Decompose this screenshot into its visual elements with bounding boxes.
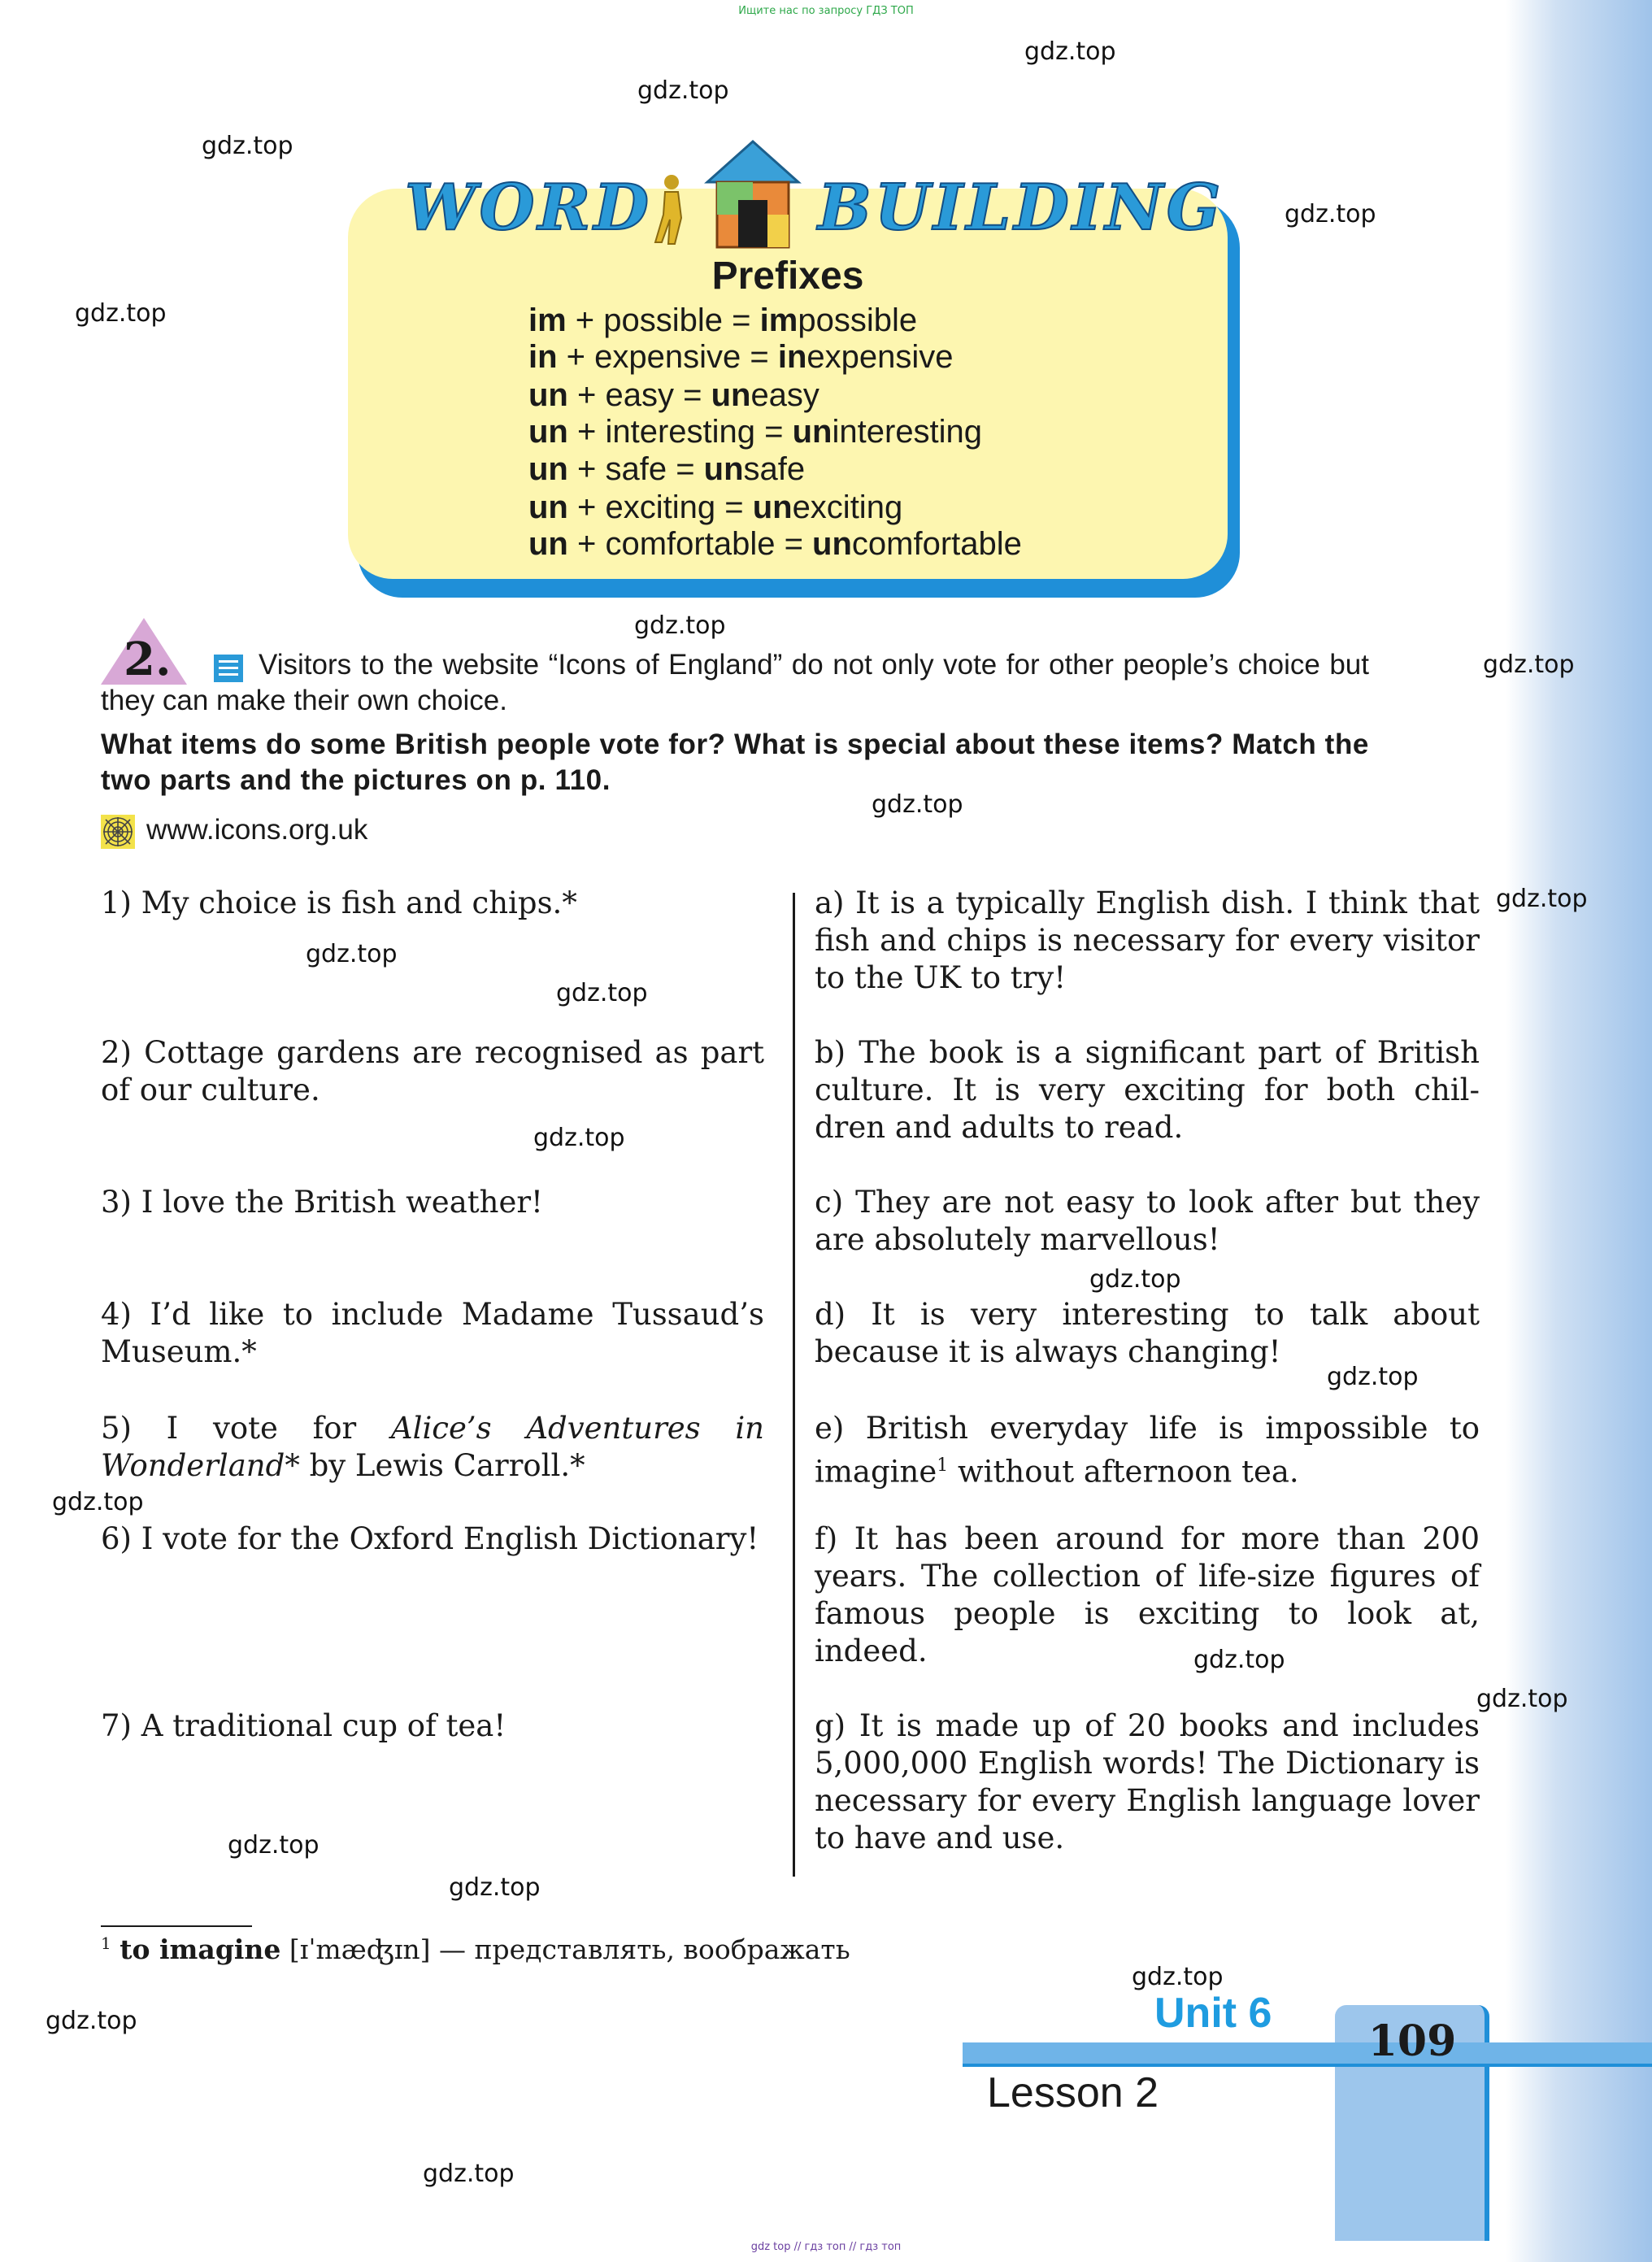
puzzle-house-icon xyxy=(704,138,802,252)
right-item-d: d) It is very interesting to talk about because it is always changing! xyxy=(815,1297,1480,1369)
lesson-bar-line xyxy=(963,2064,1652,2067)
footnote-rule xyxy=(101,1925,252,1927)
prefix-row: un + interesting = uninteresting xyxy=(528,414,983,450)
prefix-row: in + expensive = inexpensive xyxy=(528,339,954,375)
right-item-c: c) They are not easy to look after but they are absolutely marvellous! xyxy=(815,1185,1480,1257)
right-item-b: b) The book is a significant part of British culture. It is very exciting for both chil-dren and adults to read. xyxy=(815,1035,1480,1145)
word-building-title-building: BUILDING xyxy=(818,171,1224,245)
website-spider-web-icon xyxy=(101,815,135,849)
website-url: www.icons.org.uk xyxy=(146,814,368,846)
watermark: gdz.top xyxy=(228,1831,320,1860)
watermark: gdz.top xyxy=(46,2007,137,2035)
watermark: gdz.top xyxy=(1496,885,1588,913)
left-item-3: 3) I love the British weather! xyxy=(101,1185,543,1220)
bottom-note: gdz top // гдз топ // гдз топ xyxy=(750,2241,902,2253)
watermark: gdz.top xyxy=(637,76,729,105)
left-item-7: 7) A traditional cup of tea! xyxy=(101,1708,506,1743)
prefix-row: un + easy = uneasy xyxy=(528,377,819,413)
unit-label: Unit 6 xyxy=(1154,1990,1272,2037)
left-item-4: 4) I’d like to include Madame Tussaud’s Museum.* xyxy=(101,1297,764,1369)
right-item-a: a) It is a typically English dish. I think that fish and chips is necessary for every visitor to the UK to try! xyxy=(815,885,1480,995)
right-item-f: f) It has been around for more than 200 years. The collection of life-size figures of famous people is exciting to look at, indeed. xyxy=(815,1521,1480,1668)
left-item-2: 2) Cottage gardens are recognised as part of our culture. xyxy=(101,1035,764,1107)
lesson-bar xyxy=(963,2042,1652,2064)
watermark: gdz.top xyxy=(1476,1685,1568,1713)
watermark: gdz.top xyxy=(202,132,293,160)
watermark: gdz.top xyxy=(1193,1646,1285,1674)
prefix-row: un + safe = unsafe xyxy=(528,451,806,487)
watermark: gdz.top xyxy=(634,611,726,640)
page-side-strip xyxy=(1506,0,1652,2262)
watermark: gdz.top xyxy=(1285,200,1376,228)
word-building-title-word: WORD xyxy=(405,171,653,245)
right-item-e: e) British everyday life is impossible to imagine$^1$ without afternoon tea. xyxy=(815,1411,1480,1490)
watermark: gdz.top xyxy=(1483,650,1575,679)
watermark: gdz.top xyxy=(1024,37,1116,66)
prefixes-heading: Prefixes xyxy=(711,254,864,298)
column-divider xyxy=(793,893,795,1877)
watermark: gdz.top xyxy=(1132,1963,1224,1991)
prefix-row: un + exciting = unexciting xyxy=(528,489,903,525)
watermark: gdz.top xyxy=(75,299,167,328)
watermark: gdz.top xyxy=(872,790,963,819)
exercise-task: What items do some British people vote for? What is special about these items? Match the two parts and the pictures on p. 110. xyxy=(101,729,1369,796)
walking-figure-icon xyxy=(647,172,693,246)
left-item-6: 6) I vote for the Oxford English Dictionary! xyxy=(101,1521,759,1556)
watermark: gdz.top xyxy=(449,1873,541,1902)
footnote: $^1$ to imagine [ɪˈmæʤɪn] — представлять, воображать xyxy=(101,1934,850,1965)
top-note: Ищите нас по запросу ГДЗ ТОП xyxy=(738,5,914,17)
watermark: gdz.top xyxy=(1327,1363,1419,1391)
exercise-number: 2. xyxy=(124,633,172,686)
watermark: gdz.top xyxy=(423,2160,515,2188)
prefix-row: un + comfortable = uncomfortable xyxy=(528,526,1022,562)
left-item-1: 1) My choice is fish and chips.* xyxy=(101,885,577,920)
reading-text-icon xyxy=(213,654,244,683)
left-item-5: 5) I vote for Alice’s Adventures in Wonderland* by Lewis Carroll.* xyxy=(101,1411,764,1483)
watermark: gdz.top xyxy=(52,1488,144,1516)
exercise-intro: Visitors to the website “Icons of England” do not only vote for other people’s choice but they can make their own choice. xyxy=(101,649,1369,716)
watermark: gdz.top xyxy=(1089,1265,1181,1294)
right-item-g: g) It is made up of 20 books and includes 5,000,000 English words! The Dictionary is necessary for every English language lover to have and use. xyxy=(815,1708,1480,1855)
watermark: gdz.top xyxy=(533,1124,625,1152)
lesson-label: Lesson 2 xyxy=(987,2069,1159,2116)
page-number: 109 xyxy=(1367,2016,1457,2066)
watermark: gdz.top xyxy=(556,979,648,1007)
watermark: gdz.top xyxy=(306,940,398,968)
prefix-row: im + possible = impossible xyxy=(528,302,918,338)
